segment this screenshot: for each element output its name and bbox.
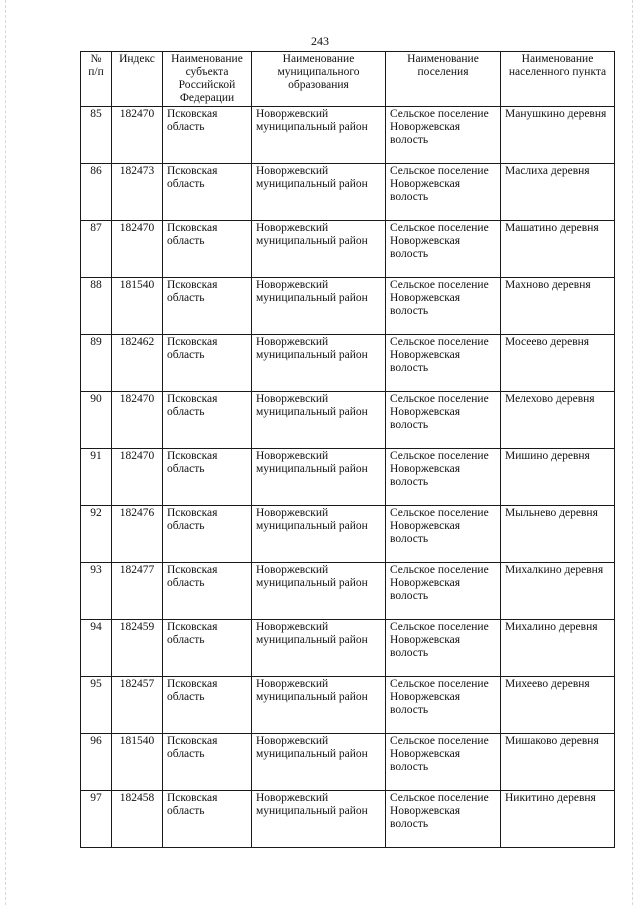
cell-settlement: Сельское поселение Новоржевская волость bbox=[386, 278, 501, 335]
table-row bbox=[81, 107, 615, 164]
cell-settlement: Сельское поселение Новоржевская волость bbox=[386, 221, 501, 278]
table-row bbox=[81, 164, 615, 221]
cell-settlement: Сельское поселение Новоржевская волость bbox=[386, 791, 501, 848]
page-number: 243 bbox=[311, 34, 329, 48]
cell-index: 182457 bbox=[112, 677, 163, 734]
cell-number: 91 bbox=[81, 449, 112, 506]
cell-municipality: Новоржевский муниципальный район bbox=[252, 791, 386, 848]
cell-settlement: Сельское поселение Новоржевская волость bbox=[386, 620, 501, 677]
cell-municipality: Новоржевский муниципальный район bbox=[252, 221, 386, 278]
cell-settlement: Сельское поселение Новоржевская волость bbox=[386, 164, 501, 221]
cell-index: 182462 bbox=[112, 335, 163, 392]
header-settlement: Наименование поселения bbox=[386, 52, 501, 107]
cell-number: 89 bbox=[81, 335, 112, 392]
page-edge-left bbox=[5, 0, 6, 905]
cell-locality: Мелехово деревня bbox=[501, 392, 615, 449]
cell-locality: Мыльнево деревня bbox=[501, 506, 615, 563]
cell-index: 182470 bbox=[112, 392, 163, 449]
cell-municipality: Новоржевский муниципальный район bbox=[252, 335, 386, 392]
cell-index: 182459 bbox=[112, 620, 163, 677]
cell-settlement: Сельское поселение Новоржевская волость bbox=[386, 677, 501, 734]
cell-municipality: Новоржевский муниципальный район bbox=[252, 620, 386, 677]
cell-locality: Маслиха деревня bbox=[501, 164, 615, 221]
cell-region: Псковская область bbox=[163, 791, 252, 848]
cell-settlement: Сельское поселение Новоржевская волость bbox=[386, 392, 501, 449]
cell-index: 181540 bbox=[112, 734, 163, 791]
cell-index: 182473 bbox=[112, 164, 163, 221]
table-row bbox=[81, 392, 615, 449]
cell-number: 85 bbox=[81, 107, 112, 164]
cell-locality: Махново деревня bbox=[501, 278, 615, 335]
cell-municipality: Новоржевский муниципальный район bbox=[252, 278, 386, 335]
table-row bbox=[81, 563, 615, 620]
cell-index: 181540 bbox=[112, 278, 163, 335]
cell-region: Псковская область bbox=[163, 506, 252, 563]
table-header-row bbox=[81, 52, 615, 107]
table-row bbox=[81, 449, 615, 506]
cell-number: 90 bbox=[81, 392, 112, 449]
cell-index: 182470 bbox=[112, 107, 163, 164]
header-index: Индекс bbox=[112, 52, 163, 107]
cell-index: 182476 bbox=[112, 506, 163, 563]
table-row bbox=[81, 734, 615, 791]
cell-region: Псковская область bbox=[163, 449, 252, 506]
cell-municipality: Новоржевский муниципальный район bbox=[252, 506, 386, 563]
table-row bbox=[81, 335, 615, 392]
cell-municipality: Новоржевский муниципальный район bbox=[252, 164, 386, 221]
cell-index: 182477 bbox=[112, 563, 163, 620]
cell-locality: Манушкино деревня bbox=[501, 107, 615, 164]
cell-region: Псковская область bbox=[163, 734, 252, 791]
cell-municipality: Новоржевский муниципальный район bbox=[252, 392, 386, 449]
cell-index: 182470 bbox=[112, 449, 163, 506]
cell-locality: Михалино деревня bbox=[501, 620, 615, 677]
cell-region: Псковская область bbox=[163, 164, 252, 221]
cell-region: Псковская область bbox=[163, 677, 252, 734]
cell-locality: Михеево деревня bbox=[501, 677, 615, 734]
page-edge-right bbox=[632, 0, 633, 905]
cell-number: 96 bbox=[81, 734, 112, 791]
cell-region: Псковская область bbox=[163, 107, 252, 164]
table-row bbox=[81, 791, 615, 848]
cell-locality: Машатино деревня bbox=[501, 221, 615, 278]
cell-municipality: Новоржевский муниципальный район bbox=[252, 107, 386, 164]
cell-locality: Никитино деревня bbox=[501, 791, 615, 848]
cell-locality: Мишаково деревня bbox=[501, 734, 615, 791]
cell-region: Псковская область bbox=[163, 563, 252, 620]
header-municipality: Наименование муниципального образования bbox=[252, 52, 386, 107]
cell-number: 94 bbox=[81, 620, 112, 677]
cell-settlement: Сельское поселение Новоржевская волость bbox=[386, 449, 501, 506]
cell-region: Псковская область bbox=[163, 335, 252, 392]
cell-region: Псковская область bbox=[163, 620, 252, 677]
table-row bbox=[81, 278, 615, 335]
cell-region: Псковская область bbox=[163, 392, 252, 449]
cell-region: Псковская область bbox=[163, 221, 252, 278]
table-row bbox=[81, 221, 615, 278]
table-row bbox=[81, 620, 615, 677]
cell-settlement: Сельское поселение Новоржевская волость bbox=[386, 563, 501, 620]
header-number: № п/п bbox=[81, 52, 112, 107]
cell-municipality: Новоржевский муниципальный район bbox=[252, 449, 386, 506]
table-body bbox=[81, 107, 615, 848]
cell-municipality: Новоржевский муниципальный район bbox=[252, 734, 386, 791]
table-row bbox=[81, 677, 615, 734]
cell-settlement: Сельское поселение Новоржевская волость bbox=[386, 335, 501, 392]
cell-index: 182458 bbox=[112, 791, 163, 848]
cell-locality: Михалкино деревня bbox=[501, 563, 615, 620]
cell-number: 86 bbox=[81, 164, 112, 221]
cell-municipality: Новоржевский муниципальный район bbox=[252, 563, 386, 620]
cell-settlement: Сельское поселение Новоржевская волость bbox=[386, 506, 501, 563]
cell-index: 182470 bbox=[112, 221, 163, 278]
cell-number: 93 bbox=[81, 563, 112, 620]
settlements-table bbox=[80, 51, 615, 848]
cell-number: 97 bbox=[81, 791, 112, 848]
header-region: Наименование субъекта Российской Федерации bbox=[163, 52, 252, 107]
cell-settlement: Сельское поселение Новоржевская волость bbox=[386, 734, 501, 791]
cell-number: 92 bbox=[81, 506, 112, 563]
cell-number: 88 bbox=[81, 278, 112, 335]
table-row bbox=[81, 506, 615, 563]
cell-settlement: Сельское поселение Новоржевская волость bbox=[386, 107, 501, 164]
cell-number: 95 bbox=[81, 677, 112, 734]
cell-municipality: Новоржевский муниципальный район bbox=[252, 677, 386, 734]
cell-region: Псковская область bbox=[163, 278, 252, 335]
cell-locality: Мишино деревня bbox=[501, 449, 615, 506]
cell-locality: Мосеево деревня bbox=[501, 335, 615, 392]
cell-number: 87 bbox=[81, 221, 112, 278]
header-locality: Наименование населенного пункта bbox=[501, 52, 615, 107]
